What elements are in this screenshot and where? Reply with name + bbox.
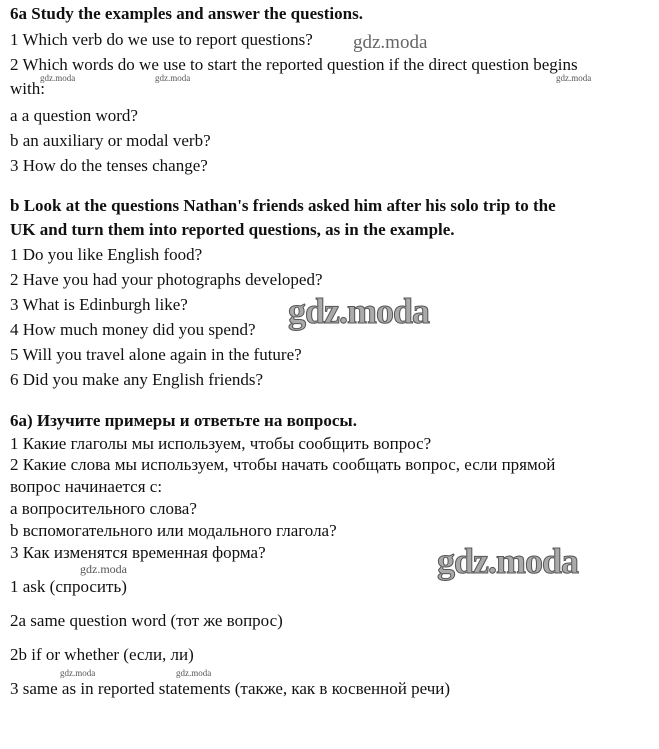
watermark: gdz.moda (155, 73, 191, 83)
answer-line: 2b if or whether (если, ли) (10, 645, 194, 664)
translation-line: b вспомогательного или модального глагола? (10, 521, 337, 540)
watermark: gdz.moda (556, 73, 592, 83)
question-line: with: (10, 79, 45, 98)
translation-line: 1 Какие глаголы мы используем, чтобы сообщить вопрос? (10, 434, 432, 453)
question-line: 6 Did you make any English friends? (10, 370, 264, 389)
section-a-title: 6a Study the examples and answer the questions. (10, 4, 363, 23)
question-line: b an auxiliary or modal verb? (10, 131, 211, 150)
question-line: 1 Which verb do we use to report questions? (10, 30, 313, 49)
translation-line: вопрос начинается с: (10, 477, 163, 496)
question-line: 2 Which words do we use to start the reported question if the direct question begins (10, 55, 578, 74)
section-b-title: UK and turn them into reported questions, as in the example. (10, 220, 455, 239)
question-line: 1 Do you like English food? (10, 245, 203, 264)
watermark: gdz.moda (40, 73, 76, 83)
question-line: 3 How do the tenses change? (10, 156, 208, 175)
translation-title: 6а) Изучите примеры и ответьте на вопросы. (10, 411, 357, 430)
question-line: a a question word? (10, 106, 138, 125)
watermark: gdz.moda (60, 668, 96, 678)
translation-line: a вопросительного слова? (10, 499, 197, 518)
watermark: gdz.moda (288, 291, 430, 331)
watermark: gdz.moda (176, 668, 212, 678)
watermark: gdz.moda (353, 32, 428, 53)
watermark: gdz.moda (80, 562, 127, 576)
translation-line: 2 Какие слова мы используем, чтобы начать сообщать вопрос, если прямой (10, 455, 556, 474)
answer-line: 3 same as in reported statements (также, как в косвенной речи) (10, 679, 451, 698)
question-line: 3 What is Edinburgh like? (10, 295, 188, 314)
answer-line: 2a same question word (тот же вопрос) (10, 611, 283, 630)
question-line: 2 Have you had your photographs developed? (10, 270, 323, 289)
question-line: 5 Will you travel alone again in the future? (10, 345, 302, 364)
question-line: 4 How much money did you spend? (10, 320, 256, 339)
answer-line: 1 ask (спросить) (10, 577, 127, 596)
section-b-title: b Look at the questions Nathan's friends asked him after his solo trip to the (10, 196, 556, 215)
translation-line: 3 Как изменятся временная форма? (10, 543, 266, 562)
watermark: gdz.moda (437, 541, 579, 581)
